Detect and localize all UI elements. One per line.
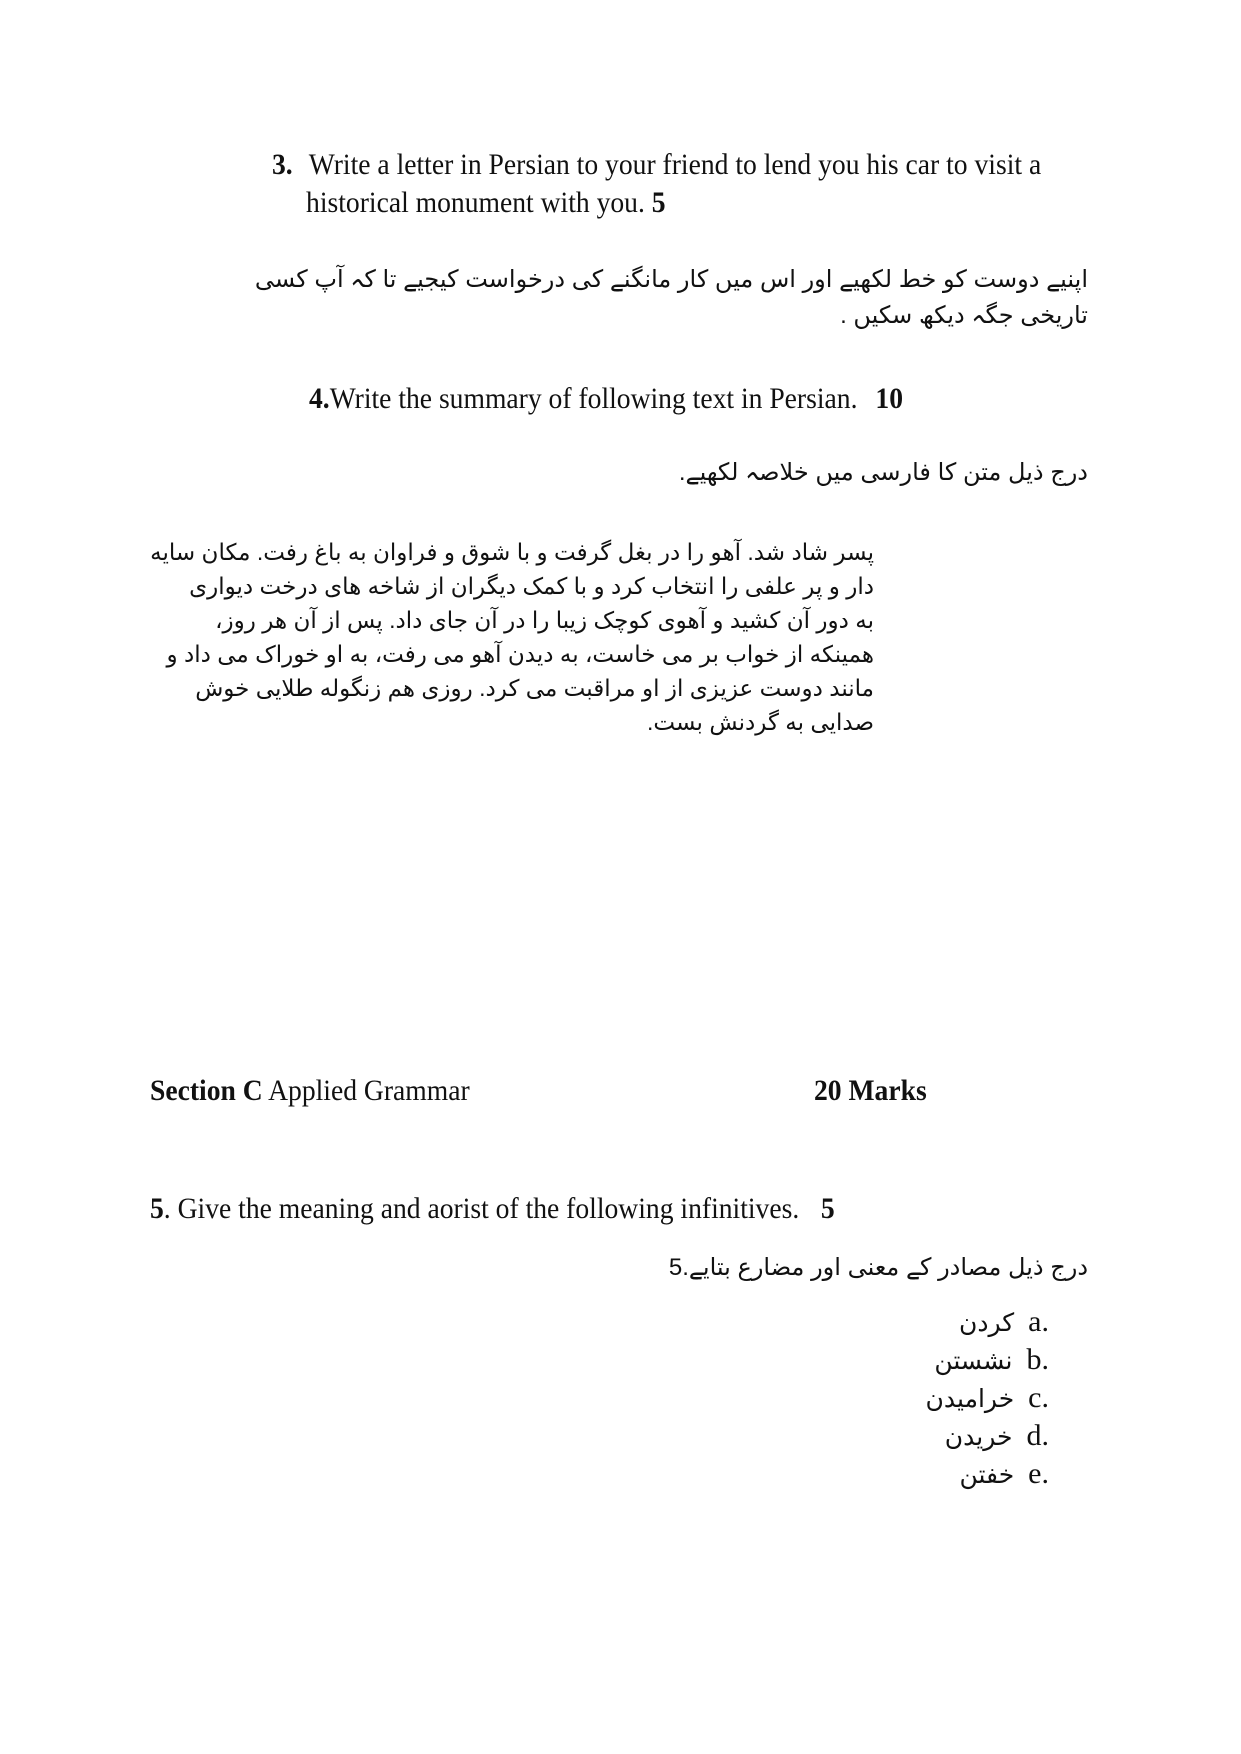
section-c-marks: 20 Marks	[814, 1074, 927, 1107]
question-3-urdu-line1: اپنیے دوست کو خط لکھیے اور اس میں کار مانگنے کی درخواست کیجیے تا کہ آپ کسی	[254, 266, 1088, 293]
section-c-heading	[150, 1072, 470, 1110]
question-4-number: 4.	[309, 382, 330, 415]
list-item: خرامیدن c.	[925, 1381, 1049, 1414]
question-3-line1: Write a letter in Persian to your friend to lend you his car to visit a	[308, 148, 1042, 181]
question-3-line2: historical monument with you.	[306, 186, 645, 219]
list-item: خفتن e.	[959, 1457, 1049, 1490]
question-5-number: 5	[150, 1192, 164, 1225]
question-3	[272, 146, 1042, 222]
section-c-title: Applied Grammar	[268, 1074, 470, 1107]
list-item: نشستن b.	[934, 1343, 1049, 1376]
question-3-marks: 5	[651, 186, 666, 219]
passage-line: به دور آن کشید و آهوی کوچک زیبا را در آن جای داد. پس از آن هر روز،	[215, 607, 874, 633]
question-5-marks: 5	[820, 1192, 835, 1225]
passage-line: مانند دوست عزیزی از او مراقبت می کرد. روزی هم زنگوله طلایی خوش	[195, 675, 874, 701]
list-item: کردن a.	[958, 1305, 1049, 1338]
question-3-urdu	[188, 262, 1088, 334]
question-3-urdu-line2: تاریخی جگہ دیکھ سکیں .	[840, 302, 1088, 329]
question-4-urdu: درج ذیل متن کا فارسی میں خلاصہ لکھیے.	[678, 459, 1088, 486]
persian-passage	[144, 535, 874, 739]
question-5	[150, 1190, 835, 1228]
passage-line: دار و پر علفی را انتخاب کرد و با کمک دیگران از شاخه های درخت دیواری	[189, 573, 874, 599]
passage-line: همینکه از خواب بر می خاست، به دیدن آهو می رفت، به او خوراک می داد و	[166, 641, 874, 667]
question-4-marks: 10	[875, 382, 904, 415]
question-5-text: . Give the meaning and aorist of the following infinitives.	[163, 1192, 800, 1225]
question-3-number: 3.	[272, 148, 293, 181]
question-4-text: Write the summary of following text in Persian.	[329, 382, 858, 415]
passage-line: صدایی به گردنش بست.	[647, 709, 874, 735]
question-4	[309, 380, 903, 418]
list-item: خریدن d.	[944, 1419, 1049, 1452]
infinitive-list	[789, 1305, 1049, 1505]
question-5-urdu: درج ذیل مصادر کے معنی اور مضارع بتایے.5	[668, 1254, 1088, 1281]
passage-line: پسر شاد شد. آهو را در بغل گرفت و با شوق و فراوان به باغ رفت. مکان سایه	[150, 539, 874, 565]
section-c-label: Section C	[150, 1074, 263, 1107]
